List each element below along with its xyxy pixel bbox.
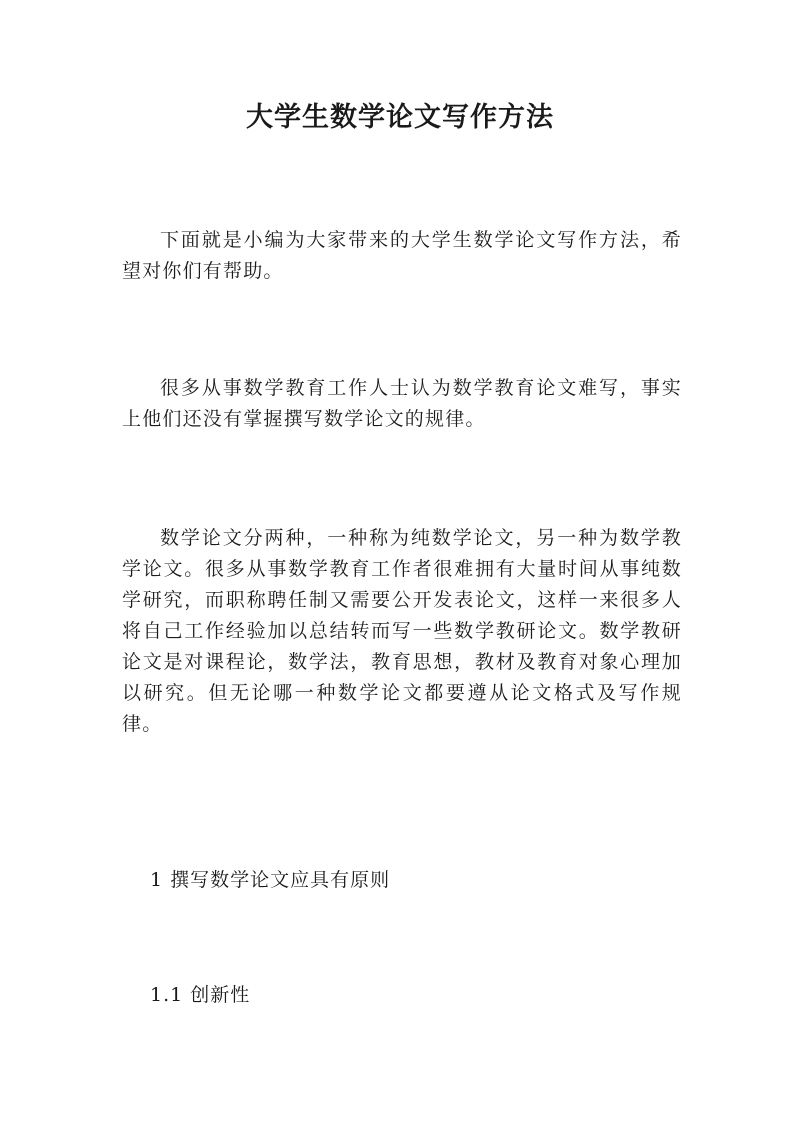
paragraph-types: 数学论文分两种，一种称为纯数学论文，另一种为数学教学论文。很多从事数学教育工作者很难拥有大量时间从事纯数学研究，而职称聘任制又需要公开发表论文，这样一来很多人将自己工作经验加以总结转而写一些数学教研论文。数学教研论文是对课程论，数学法，教育思想，教材及教育对象心理加以研究。但无论哪一种数学论文都要遵从论文格式及写作规律。: [122, 527, 682, 735]
subsection-heading: 1.1 创新性: [150, 984, 251, 1006]
document-title: 大学生数学论文写作方法: [246, 102, 554, 133]
section-heading: 1 撰写数学论文应具有原则: [150, 869, 391, 891]
paragraph-difficulty: 很多从事数学教育工作人士认为数学教育论文难写，事实上他们还没有掌握撰写数学论文的规律。: [122, 377, 682, 430]
paragraph-intro: 下面就是小编为大家带来的大学生数学论文写作方法，希望对你们有帮助。: [122, 229, 682, 282]
